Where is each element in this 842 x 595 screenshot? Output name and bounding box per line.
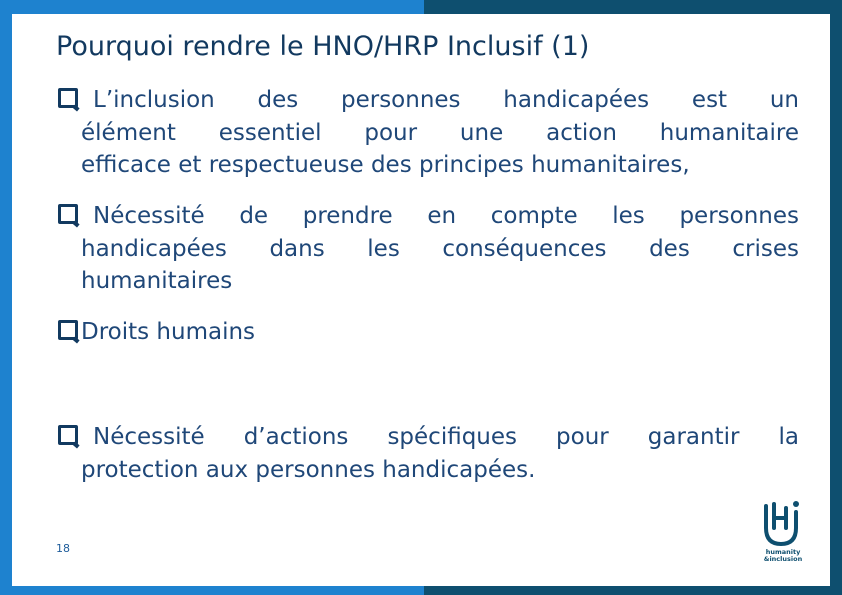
bullet-line: humanitaires bbox=[81, 268, 233, 294]
logo-line-1: humanity bbox=[765, 548, 801, 556]
bullet-line bbox=[58, 200, 799, 233]
checkbox-bullet-icon bbox=[58, 320, 78, 340]
bullet-line: élément essentiel pour une action humanitaire bbox=[81, 119, 799, 146]
bullet-text: Droits humains bbox=[81, 319, 256, 345]
logo-wordmark bbox=[760, 549, 806, 563]
page-number: 18 bbox=[56, 542, 70, 555]
slide-canvas bbox=[12, 14, 830, 586]
checkbox-bullet-icon bbox=[58, 204, 78, 224]
bullet-text: Nécessité d’actions spécifiques pour garantir la bbox=[93, 424, 799, 450]
bullet-item-specific-actions bbox=[58, 421, 799, 486]
slide-title: Pourquoi rendre le HNO/HRP Inclusif (1) bbox=[56, 31, 590, 62]
bullet-item-inclusion bbox=[58, 84, 799, 182]
bullet-text: L’inclusion des personnes handicapées est un bbox=[93, 87, 799, 113]
bullet-line bbox=[58, 316, 799, 349]
checkbox-bullet-icon bbox=[58, 425, 78, 445]
bullet-line: protection aux personnes handicapées. bbox=[81, 456, 536, 483]
bullet-line bbox=[58, 84, 799, 117]
bullet-line bbox=[58, 421, 799, 454]
bullet-item-consideration bbox=[58, 200, 799, 298]
bullet-item-human-rights bbox=[58, 316, 799, 349]
bullet-text: Nécessité de prendre en compte les personnes bbox=[93, 203, 799, 229]
bullet-line: efficace et respectueuse des principes humanitaires, bbox=[81, 152, 690, 178]
checkbox-bullet-icon bbox=[58, 88, 78, 108]
logo-line-2: &inclusion bbox=[763, 555, 803, 563]
bullet-line: handicapées dans les conséquences des crises bbox=[81, 235, 799, 262]
